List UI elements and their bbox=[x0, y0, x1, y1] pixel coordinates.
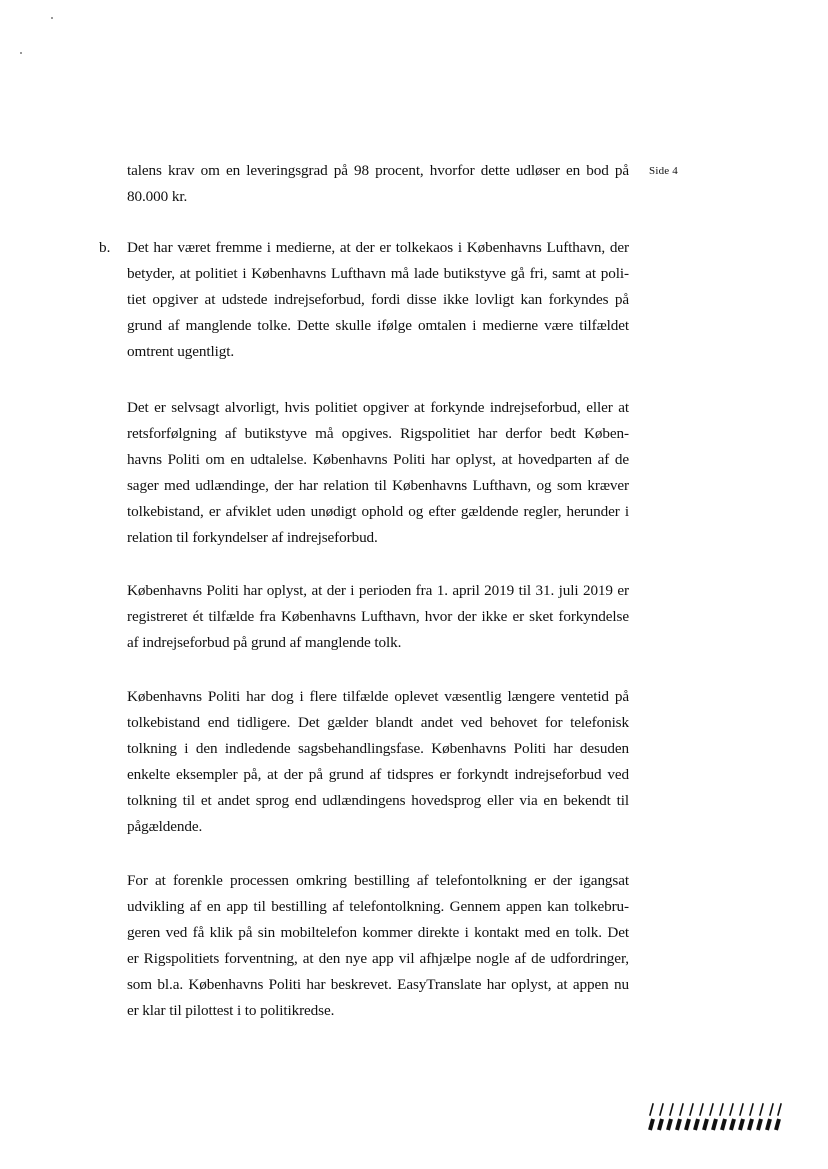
text-line: tolkning til et andet sprog end udlændingens hovedsprog eller via en bekendt til bbox=[127, 792, 629, 809]
text-line: relation til forkyndelser af indrejseforbud. bbox=[127, 529, 378, 546]
scan-speck bbox=[51, 17, 53, 19]
text-line: som bl.a. Københavns Politi har beskrevet. EasyTranslate har oplyst, at appen nu bbox=[127, 976, 629, 993]
text-line: pågældende. bbox=[127, 818, 203, 835]
scan-speck bbox=[20, 52, 22, 54]
text-line: havns Politi om en udtalelse. Københavns Politi har oplyst, at hovedparten af de bbox=[127, 451, 629, 468]
text-line: udvikling af en app til bestilling af telefontolkning. Gennem appen kan tolkebru- bbox=[127, 898, 629, 915]
text-line: Det er selvsagt alvorligt, hvis politiet opgiver at forkynde indrejseforbud, eller at bbox=[127, 399, 629, 416]
text-line: registreret ét tilfælde fra Københavns Lufthavn, hvor der ikke er sket forkyndelse bbox=[127, 608, 629, 625]
item-b-paragraph bbox=[127, 235, 629, 365]
continuation-paragraph bbox=[127, 158, 629, 210]
text-line: talens krav om en leveringsgrad på 98 procent, hvorfor dette udløser en bod på bbox=[127, 162, 629, 179]
text-line: tolkebistand, er afviklet uden unødigt ophold og efter gældende regler, herunder i bbox=[127, 503, 629, 520]
text-line: sager med udlændinge, der har relation til Københavns Lufthavn, og som kræver bbox=[127, 477, 629, 494]
text-line: er klar til pilottest i to politikredse. bbox=[127, 1002, 335, 1019]
list-item-marker: b. bbox=[99, 239, 111, 256]
text-line: For at forenkle processen omkring bestilling af telefontolkning er der igangsat bbox=[127, 872, 629, 889]
text-line: af indrejseforbud på grund af manglende tolk. bbox=[127, 634, 402, 651]
document-barcode bbox=[648, 1103, 782, 1131]
paragraph-2 bbox=[127, 395, 629, 551]
text-line: grund af manglende tolke. Dette skulle ifølge omtalen i medierne være tilfældet bbox=[127, 317, 629, 334]
text-line: retsforfølgning af butikstyve må opgives. Rigspolitiet har derfor bedt Køben- bbox=[127, 425, 629, 442]
page-number-label: Side 4 bbox=[649, 165, 679, 177]
paragraph-3 bbox=[127, 578, 629, 656]
text-line: tolkebistand end tidligere. Det gælder blandt andet ved behovet for telefonisk bbox=[127, 714, 629, 731]
text-line: betyder, at politiet i Københavns Lufthavn må lade butikstyve gå fri, samt at poli- bbox=[127, 265, 629, 282]
barcode-thick-strokes bbox=[650, 1119, 779, 1130]
text-line: tolkning i den indledende sagsbehandlingsfase. Københavns Politi har desuden bbox=[127, 740, 629, 757]
text-line: er Rigspolitiets forventning, at den nye app vil afhjælpe nogle af de udfordringer, bbox=[127, 950, 629, 967]
text-line: Københavns Politi har dog i flere tilfælde oplevet væsentlig længere ventetid på bbox=[127, 688, 629, 705]
barcode-thin-strokes bbox=[650, 1104, 781, 1115]
text-line: 80.000 kr. bbox=[127, 188, 188, 205]
text-line: tiet opgiver at udstede indrejseforbud, fordi disse ikke lovligt kan forkyndes på bbox=[127, 291, 629, 308]
paragraph-4 bbox=[127, 684, 629, 840]
text-line: omtrent ugentligt. bbox=[127, 343, 235, 360]
text-line: enkelte eksempler på, at der på grund af tidspres er forkyndt indrejseforbud ved bbox=[127, 766, 629, 783]
text-line: Københavns Politi har oplyst, at der i perioden fra 1. april 2019 til 31. juli 2019 er bbox=[127, 582, 629, 599]
paragraph-5 bbox=[127, 868, 629, 1024]
text-line: geren ved få klik på sin mobiltelefon kommer direkte i kontakt med en tolk. Det bbox=[127, 924, 629, 941]
text-line: Det har været fremme i medierne, at der er tolkekaos i Københavns Lufthavn, der bbox=[127, 239, 629, 256]
